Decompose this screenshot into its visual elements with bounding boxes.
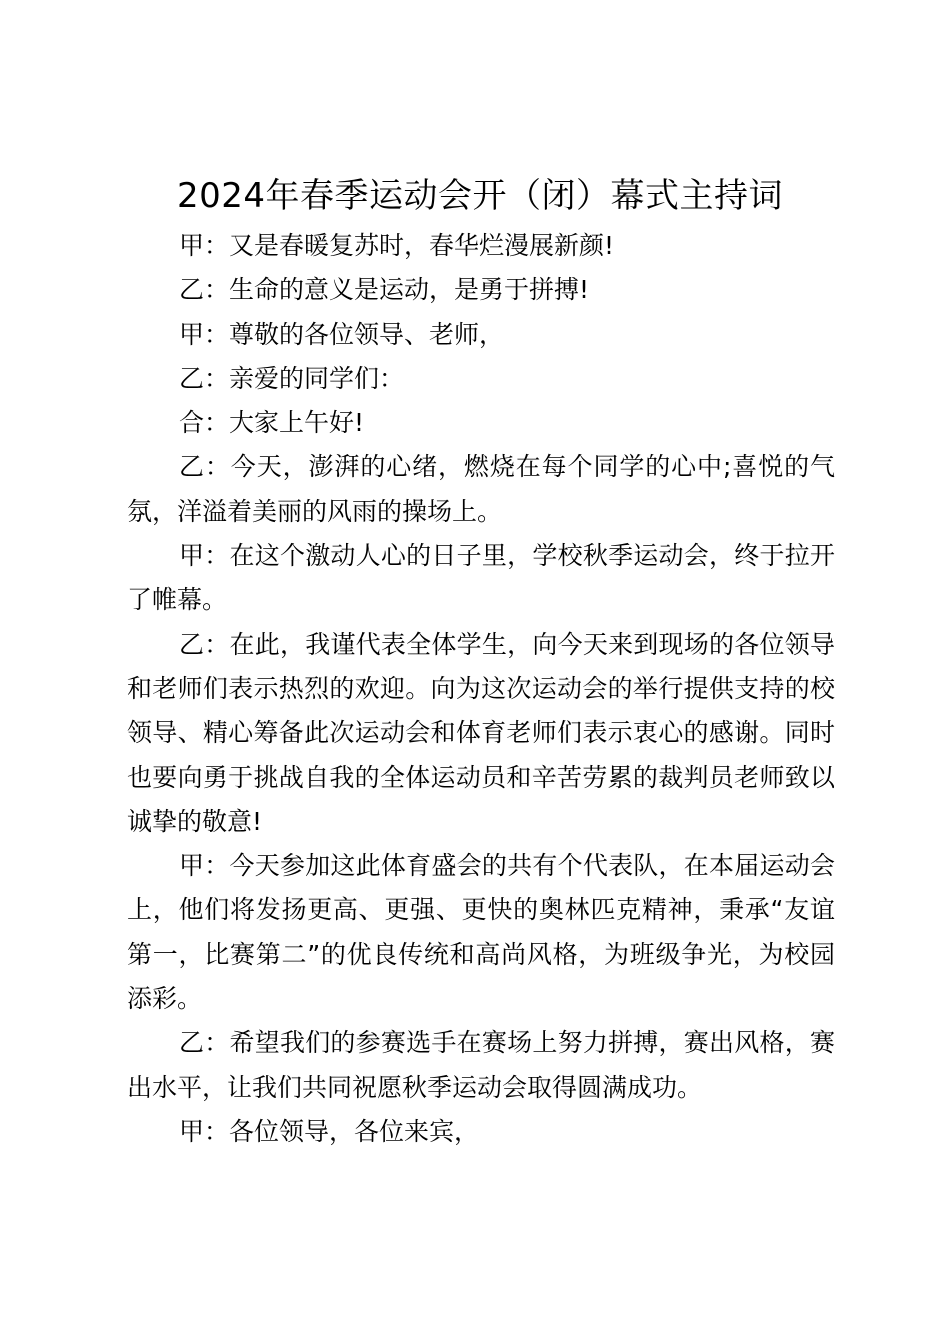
paragraph-10: 乙：希望我们的参赛选手在赛场上努力拼搏，赛出风格，赛出水平，让我们共同祝愿秋季运动会取得圆满成功。 [127, 1028, 835, 1102]
paragraph-2: 乙：生命的意义是运动，是勇于拼搏! [179, 275, 590, 305]
paragraph-1: 甲：又是春暖复苏时，春华烂漫展新颜! [179, 231, 615, 260]
paragraph-4: 乙：亲爱的同学们： [179, 363, 405, 393]
paragraph-11: 甲：各位领导，各位来宾， [179, 1116, 480, 1146]
document-title: 2024年春季运动会开（闭）幕式主持词 [176, 176, 784, 216]
paragraph-5: 合：大家上午好! [179, 408, 365, 438]
paragraph-3: 甲：尊敬的各位领导、老师， [179, 319, 505, 349]
paragraph-7: 甲：在这个激动人心的日子里，学校秋季运动会，终于拉开了帷幕。 [127, 541, 835, 615]
paragraph-9: 甲：今天参加这此体育盛会的共有个代表队，在本届运动会上，他们将发扬更高、更强、更快的奥林匹克精神，秉承“友谊第一，比赛第二”的优良传统和高尚风格，为班级争光，为校园添彩。 [127, 851, 835, 1014]
document-body [127, 224, 835, 1154]
paragraph-6: 乙：今天，澎湃的心绪，燃烧在每个同学的心中;喜悦的气氛，洋溢着美丽的风雨的操场上。 [127, 452, 835, 526]
paragraph-8: 乙：在此，我谨代表全体学生，向今天来到现场的各位领导和老师们表示热烈的欢迎。向为这次运动会的举行提供支持的校领导、精心筹备此次运动会和体育老师们表示衷心的感谢。同时也要向勇于挑战自我的全体运动员和辛苦劳累的裁判员老师致以诚挚的敬意! [127, 629, 835, 836]
